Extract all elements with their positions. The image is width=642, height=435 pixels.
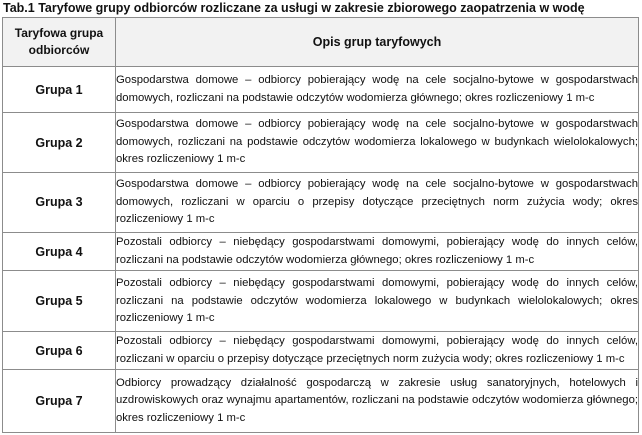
group-name-cell: Grupa 1 — [3, 67, 116, 113]
group-name-cell: Grupa 2 — [3, 113, 116, 173]
tariff-groups-table — [2, 17, 639, 433]
table-row — [3, 172, 639, 232]
header-group-description: Opis grup taryfowych — [116, 18, 639, 67]
group-description-cell: Gospodarstwa domowe – odbiorcy pobierający wodę na cele socjalno-bytowe w gospodarstwach domowych, rozliczani w oparciu o przepisy dotyczące przeciętnych norm zużycia wody; okres rozliczeniowy 1 m-c — [116, 172, 639, 232]
group-description-cell: Gospodarstwa domowe – odbiorcy pobierający wodę na cele socjalno-bytowe w gospodarstwach domowych, rozliczani na podstawie odczytów wodomierza lokalowego w budynkach wielolokalowych; okres rozliczeniowy 1 m-c — [116, 113, 639, 173]
group-name-cell: Grupa 5 — [3, 271, 116, 332]
table-caption: Tab.1 Taryfowe grupy odbiorców rozliczane za usługi w zakresie zbiorowego zaopatrzenia w wodę — [3, 1, 585, 15]
table-row — [3, 232, 639, 271]
group-name-cell: Grupa 4 — [3, 232, 116, 271]
group-name-cell: Grupa 7 — [3, 370, 116, 433]
group-description-cell: Pozostali odbiorcy – niebędący gospodarstwami domowymi, pobierający wodę do innych celów, rozliczani w oparciu o przepisy dotyczące przeciętnych norm zużycia wody; okres rozliczeniowy 1 m-c — [116, 332, 639, 370]
group-description-cell: Pozostali odbiorcy – niebędący gospodarstwami domowymi, pobierający wodę do innych celów, rozliczani na podstawie odczytów wodomierza głównego; okres rozliczeniowy 1 m-c — [116, 232, 639, 271]
table-header-row — [3, 18, 639, 67]
table-row — [3, 370, 639, 433]
group-name-cell: Grupa 3 — [3, 172, 116, 232]
group-name-cell: Grupa 6 — [3, 332, 116, 370]
group-description-cell: Pozostali odbiorcy – niebędący gospodarstwami domowymi, pobierający wodę do innych celów, rozliczani na podstawie odczytów wodomierza lokalowego w budynkach wielolokalowych; okres rozliczeniowy 1 m-c — [116, 271, 639, 332]
table-row — [3, 271, 639, 332]
table-row — [3, 332, 639, 370]
table-row — [3, 113, 639, 173]
group-description-cell: Gospodarstwa domowe – odbiorcy pobierający wodę na cele socjalno-bytowe w gospodarstwach domowych, rozliczani na podstawie odczytów wodomierza głównego; okres rozliczeniowy 1 m-c — [116, 67, 639, 113]
group-description-cell: Odbiorcy prowadzący działalność gospodarczą w zakresie usług sanatoryjnych, hotelowych i uzdrowiskowych oraz wynajmu apartamentów, rozliczani na podstawie odczytów wodomierza głównego; okres rozliczeniowy 1 m-c — [116, 370, 639, 433]
header-tariff-group: Taryfowa grupa odbiorców — [3, 18, 116, 67]
table-row — [3, 67, 639, 113]
